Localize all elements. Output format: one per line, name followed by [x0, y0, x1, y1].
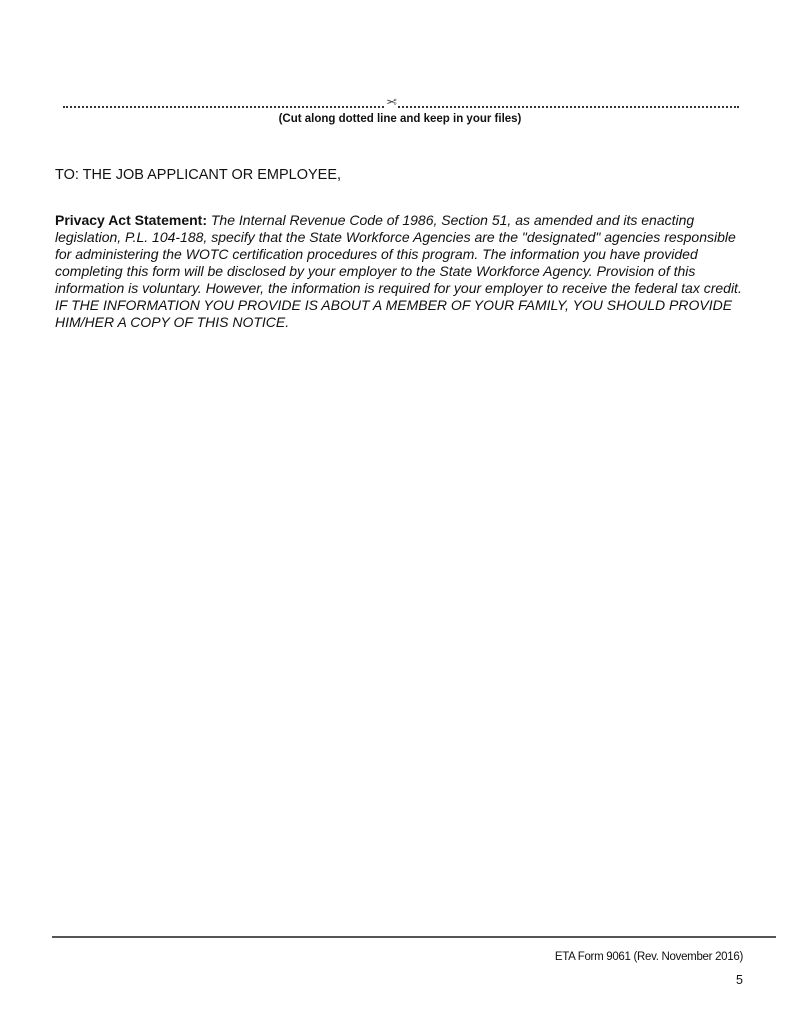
notice-salutation: TO: THE JOB APPLICANT OR EMPLOYEE,: [55, 167, 342, 183]
form-identifier: ETA Form 9061 (Rev. November 2016): [554, 951, 743, 963]
scissors-icon: ✂: [386, 94, 397, 109]
dotted-divider: [63, 106, 739, 108]
page-number: 5: [736, 973, 743, 987]
privacy-act-label: Privacy Act Statement:: [55, 212, 207, 228]
cut-dotted-line: [63, 94, 739, 112]
privacy-act-body: The Internal Revenue Code of 1986, Section 51, as amended and its enacting legislation, P.L. 104-188, specify that the State Workforce Agencies are the "designated" agencies responsible for administering the WOTC certification procedures of this program. The information you have provided completing this form will be disclosed by your employer to the State Workforce Agency. Provision of this information is voluntary. However, the information is required for your employer to receive the federal tax credit. IF THE INFORMATION YOU PROVIDE IS ABOUT A MEMBER OF YOUR FAMILY, YOU SHOULD PROVIDE HIM/HER A COPY OF THIS NOTICE.: [55, 212, 742, 330]
privacy-act-statement: [55, 212, 745, 331]
footer-divider: [52, 936, 776, 938]
cut-instruction: (Cut along dotted line and keep in your files): [278, 113, 522, 125]
